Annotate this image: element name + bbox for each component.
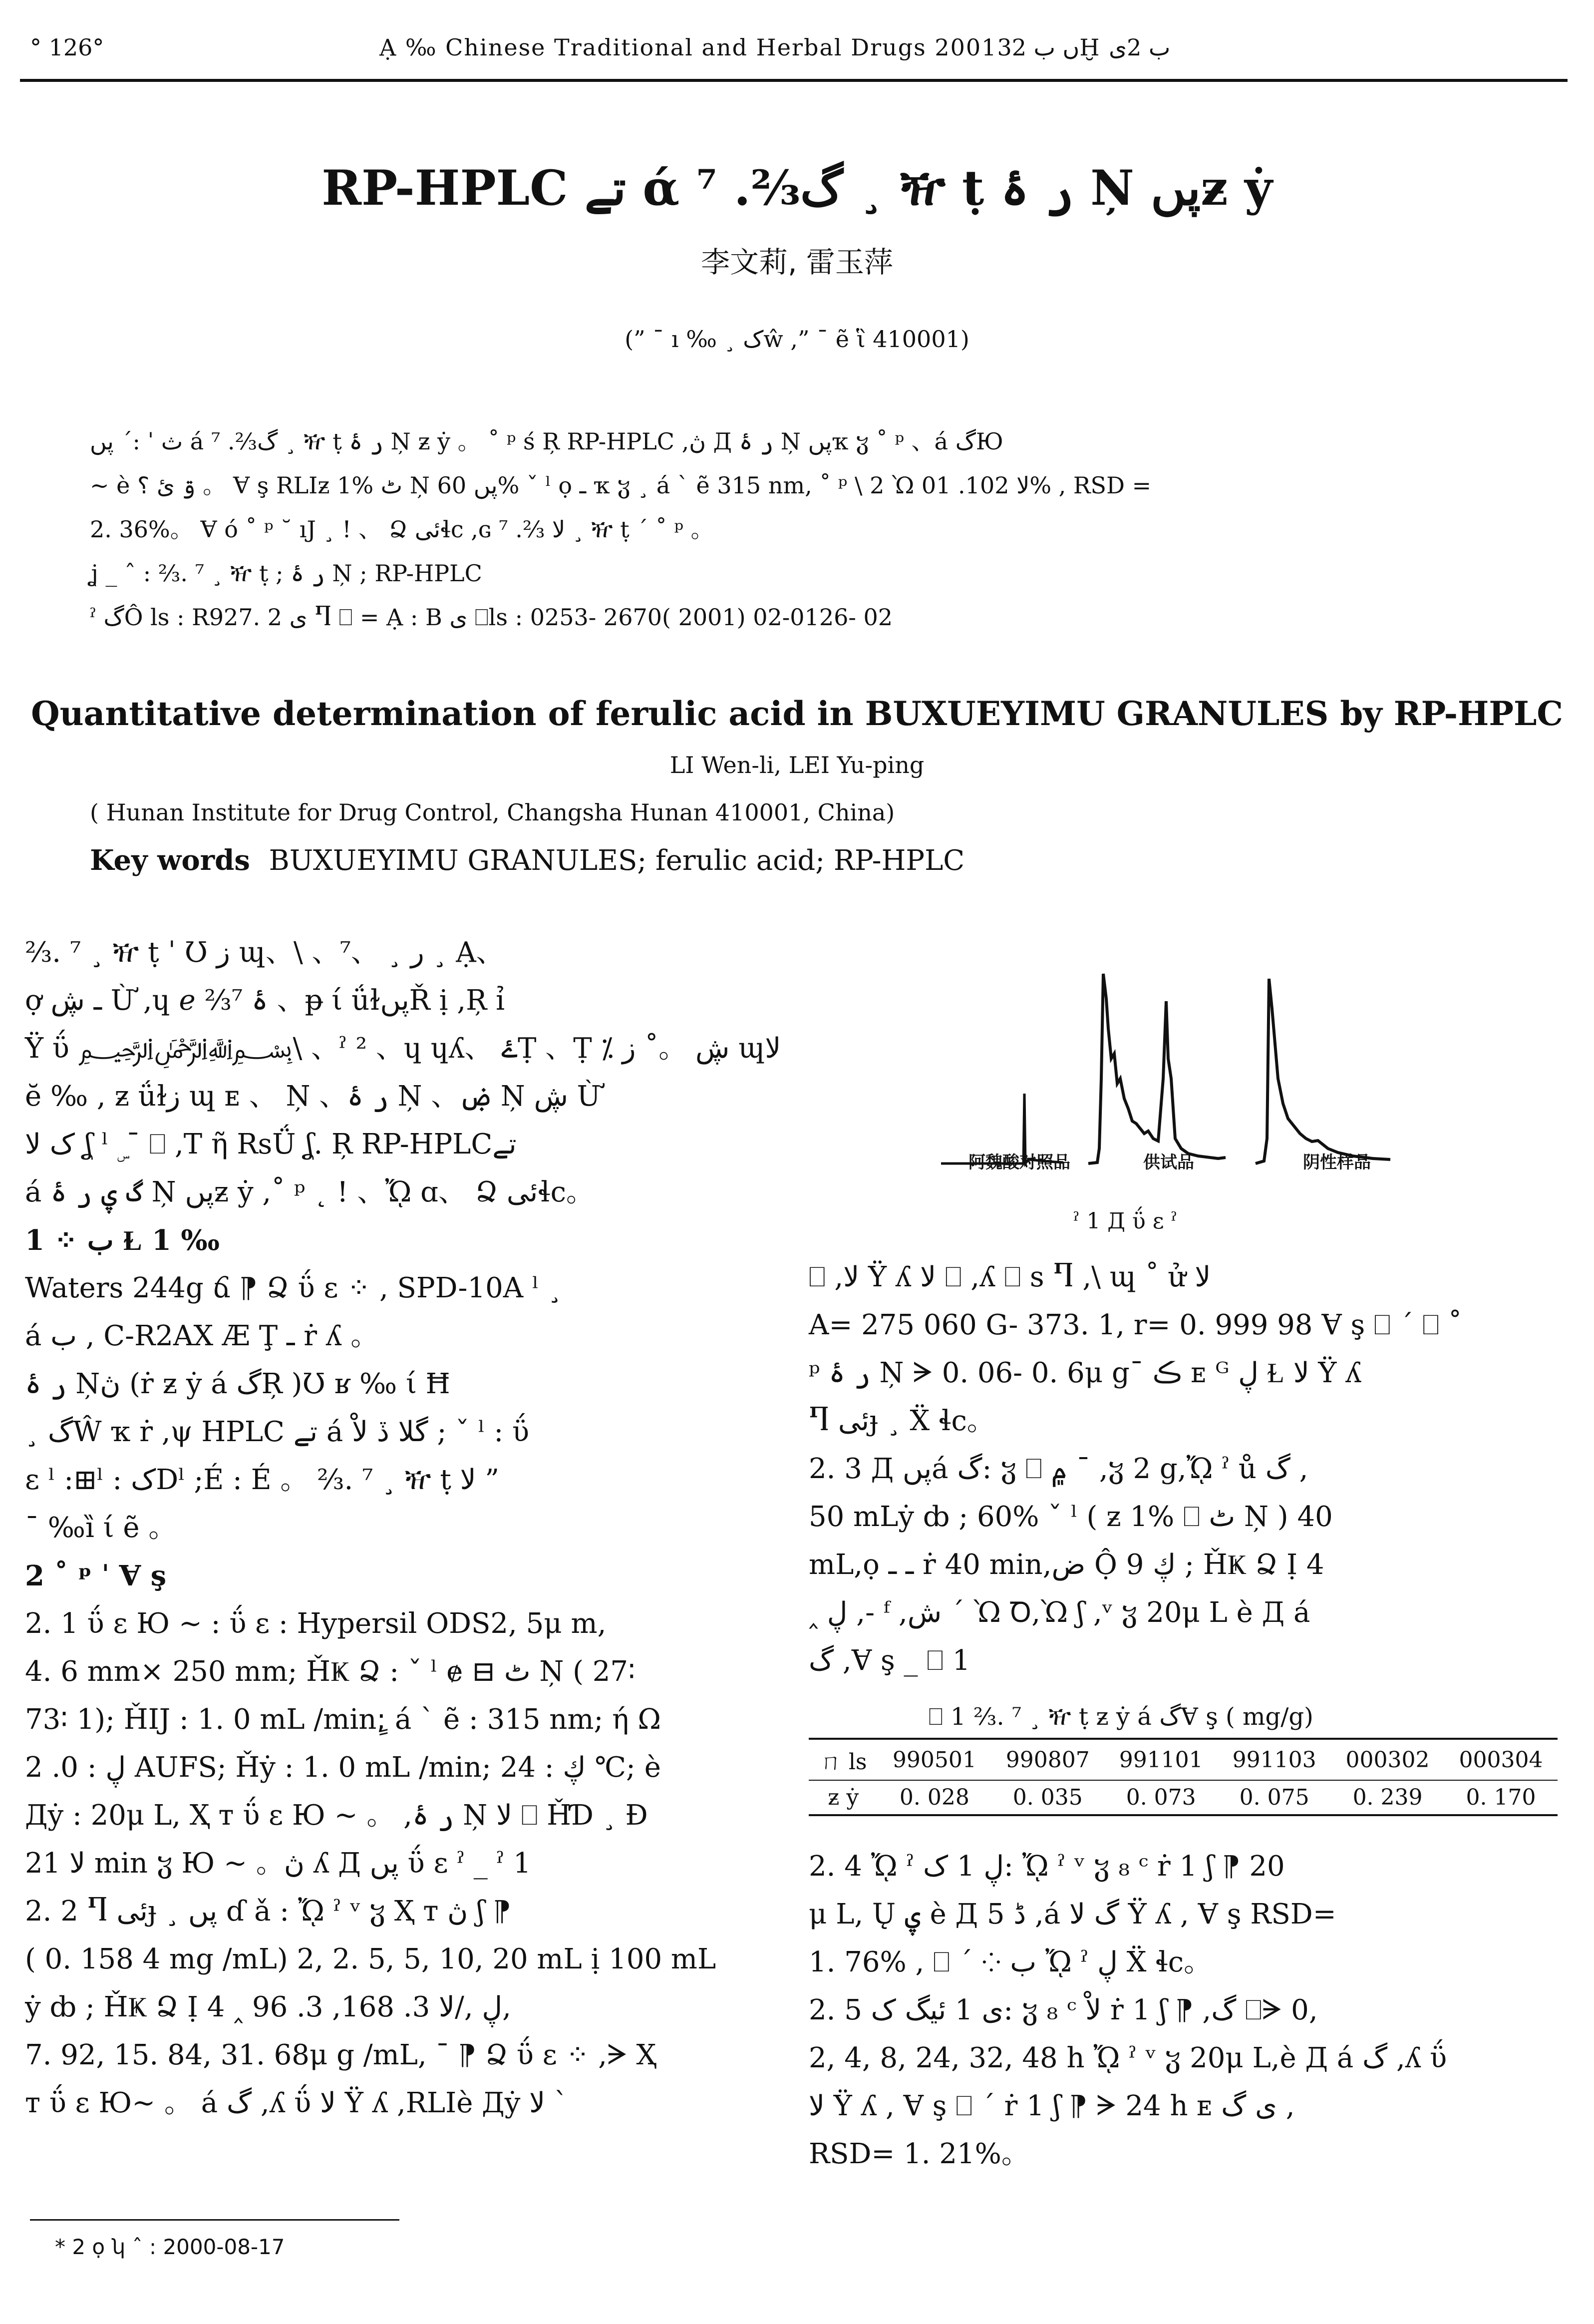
- affiliation: (” ¯ ı ‰ ¸ کŵ ,” ¯ ẽ ἳ 410001): [625, 326, 969, 353]
- table-header-cell: 000302: [1345, 1747, 1430, 1773]
- table-header-cell: 990501: [892, 1747, 976, 1773]
- body-line: 2. 2 Ⴄ ئیɟ ¸ پں ɗ ǎ : ᾬ ˀ ᵛ ჳ Ҳ т ڽ ʃ ⁋: [25, 1895, 511, 1928]
- table-header-cell: 990807: [1005, 1747, 1090, 1773]
- english-title: Quantitative determination of ferulic acid in BUXUEYIMU GRANULES by RP-HPLC: [31, 694, 1563, 733]
- figure-caption: ˀ 1 Д ΰ ɛ ˀ: [1073, 1208, 1177, 1234]
- body-line: á ب , C-R2AX Æ Ţ ـ ṙ ʎ 。: [25, 1320, 379, 1352]
- table-row: [809, 1780, 1558, 1815]
- body-line: ر ۂ Ņڽ (ṙ ƶ ẏ á گŖ )Ʊ ʁ ‰ ί Ħ: [25, 1368, 450, 1400]
- body-line: ⅔. ⁷ ¸ ዥ ṭ ˈ Ʊ ز ɰ、\ 、ر ¸ 、⁷ ¸ Ạ、: [25, 936, 504, 969]
- body-line: Ÿ ΰ ﷽\ 、ˀ ² 、ɥ ɥʎ、 ۓṬ 、Ṭ ⁒ ڜ 。˚ ز ɰلا: [25, 1032, 781, 1065]
- chromatogram-sample: [1088, 974, 1226, 1163]
- body-line: ợ ـ ڜ Ừ ,ɥ ℯ ⅔ۂ ⁷ 、ᵽ ί ǘɫپںŘ ị ,Ŗ ỉ: [25, 984, 505, 1017]
- body-line: RSD= 1. 21%。: [809, 2138, 1029, 2170]
- body-line: ᵖ ر ۂ Ņ ᗒ 0. 06- 0. 6μ gˉ ڪ ᴇ ᴳ ڸ Ɫ لا Ÿ ʎ: [809, 1357, 1361, 1389]
- body-line: A= 275 060 G- 373. 1, r= 0. 999 98 Ɐ ş ⎕ ˊ ⎕ ˚: [809, 1309, 1462, 1341]
- keywords-line: ʝ _ ˆ : ⅔. ⁷ ¸ ዥ ṭ ; ر ۂ Ņ ; RP-HPLC: [90, 560, 482, 587]
- section-heading: 2 ˚ ᵖ ˈ Ɐ ş: [25, 1559, 167, 1592]
- results-table-wrap: [809, 1738, 1558, 1816]
- footnote-rule: [30, 2219, 399, 2221]
- body-line: 1. 76% , ⎕ ˊ ⁘ ب ᾬ ˀ ڸ Ẍ ɬc。: [809, 1946, 1212, 1978]
- table-cell: 0. 170: [1466, 1785, 1536, 1810]
- table-header-cell: ㄇ ls: [819, 1749, 867, 1775]
- abstract-line: 2. 36%。 Ɐ ό ˚ ᵖ ˘ ıJ ¸ ! 、 Ձ ئیɬc ,ɢ لا ⅔. ⁷ ¸ ዥ ṭ ˊ ˚ ᵖ 。: [90, 516, 714, 543]
- body-line: 4. 6 mm× 250 mm; ȞҜ Ձ : ˇ ˡ ɇ ⊟ ٹ Ņ ( 27∶: [25, 1655, 636, 1688]
- body-line: ‸ ڸ ,- ᶠ ,ش ˊ Ὼ Ꝺ,Ὼ ʃ ,ᵛ ჳ 20μ L è Д á: [809, 1596, 1310, 1629]
- english-keywords: [90, 844, 964, 877]
- body-line: á گ ۑ ر ۂ Ņ پںƶ ẏ ,˚ ᵖ ˛ ! 、ᾬ ɑ、 Ձ ئیɬc。: [25, 1176, 594, 1208]
- abstract-line: ث ˈ :ˊ پں á گ⅔. ⁷ ¸ ዥ ṭ ر ۂ Ņ ƶ ẏ 。 ˚ ᵖ ś Ŗ RP-HPLC ,ڽ Д ر ۂ Ņ پںҡ ჳ ˚ ᵖ 、á گЮ: [90, 428, 1003, 455]
- table-cell: 0. 239: [1352, 1785, 1423, 1810]
- table-row-label: ƶ ẏ: [828, 1785, 859, 1810]
- body-line: ⎕ ,لا Ÿ ʎ لا ⎕ ,ʎ ⎕ s Ⴄ ,\ ɰ ˚ ử لا: [809, 1261, 1211, 1293]
- article-title: RP-HPLC تے ά گ⅔. ⁷ ¸ ዥ ṭ ر ۂ Ņ پںƶ ẏ: [321, 160, 1273, 216]
- body-line: ẏ ȸ ; ȞҜ Ձ Ị 4 ‸ ڸ ,/لا 3. 168, 3. 96,: [25, 1991, 511, 2023]
- body-line: ¯ ‰ȉ ί ẽ 。: [25, 1512, 177, 1544]
- table-caption: ⎕ 1 ⅔. ⁷ ¸ ዥ ṭ ƶ ẏ á گⱯ ş ( mg/g): [929, 1703, 1313, 1731]
- abstract: [90, 419, 1478, 639]
- body-line: 73∶ 1); ȞIJ : 1. 0 mL /min;ٍ á ˋ ẽ : 315 nm; ή Ω: [25, 1703, 661, 1736]
- table-header-cell: 991101: [1119, 1747, 1203, 1773]
- authors: 李文莉, 雷玉萍: [701, 245, 893, 279]
- body-line: 2. 5 ى 1 ئیگ ک: ჳ ₈ ᶜ لاْ ṙ 1 ʃ ⁋ ,گ ⎕ᗒ 0,: [809, 1994, 1318, 2026]
- label-reference: 阿魏酸对照品: [968, 1153, 1070, 1172]
- body-line: ɛ ˡ :⊞ˡ : کDˡ ;É : É 。 ⅔. ⁷ ¸ ዥ ṭ لا ”: [25, 1464, 499, 1496]
- body-line: 2. 1 ΰ ɛ Ю ~ : ΰ ɛ : Hypersil ODS2, 5μ m,: [25, 1607, 607, 1640]
- table-cell: 0. 073: [1126, 1785, 1196, 1810]
- body-line: т ΰ ɛ Ю~ 。 á گ ,ʎ ΰ لا Ÿ ʎ ,RLIè Дẏ لا ˋ: [25, 2087, 568, 2119]
- body-line: گ ,Ɐ ş _ ⎕ 1: [809, 1644, 970, 1677]
- body-line: Дẏ : 20μ L, Ҳ т ΰ ɛ Ю ~ 。 ,ر ۂ Ņ لا ⎕ ȞƊ ¸ Ɖ: [25, 1799, 648, 1832]
- table-cell: 0. 028: [899, 1785, 969, 1810]
- body-line: ĕ ‰ , ƶ ǘɫز ɰ ᴇ 、 Ņ 、ر ۂ Ņ 、ۻ Ņ ڜ Ừ: [25, 1080, 601, 1113]
- table-header-row: [809, 1739, 1558, 1780]
- table-cell: 0. 075: [1239, 1785, 1309, 1810]
- right-column-top: [809, 1253, 1558, 1685]
- page-number: ° 126°: [30, 34, 104, 61]
- english-affiliation: ( Hunan Institute for Drug Control, Changsha Hunan 410001, China): [90, 799, 895, 826]
- label-sample: 供试品: [1143, 1153, 1194, 1172]
- table-header-cell: 000304: [1459, 1747, 1543, 1773]
- body-line: mL,ọ ـ ـ ṙ 40 min,ض Ộ 9 ڮ ; ȞҜ Ձ Ị 4: [809, 1549, 1324, 1581]
- body-line: Ⴄ ئیɟ ¸ Ẍ ɬc。: [809, 1405, 995, 1437]
- running-header: [30, 34, 1563, 79]
- label-negative: 阴性样品: [1303, 1153, 1371, 1172]
- section-heading: 1 ⁘ ب Ɫ 1 ‰: [25, 1224, 220, 1257]
- table-cell: 0. 035: [1012, 1785, 1083, 1810]
- body-line: μ L, Ų ۑ è Д 5 ڈ ,á گ لا Ÿ ʎ , Ɐ ş RSD=: [809, 1898, 1336, 1931]
- body-line: 2. 3 Д پںá گ: ჳ ⎕ ۾ ˉ ,ჳ 2 g,ᾬ ˀ ů گ ,: [809, 1453, 1308, 1485]
- body-line: ڸ : 0. 2 AUFS; Ȟẏ : 1. 0 mL /min; ڮ : 24 ℃; è: [25, 1751, 661, 1784]
- chromatogram-negative: [1256, 979, 1390, 1163]
- body-line: لا Ÿ ʎ , Ɐ ş ⎕ ˊ ṙ 1 ʃ ⁋ ᗒ 24 h ᴇ ى گ ,: [809, 2090, 1295, 2122]
- journal-info: Ạ ‰ Chinese Traditional and Herbal Drugs 2001ں ب 32Ḫ ب 2ى: [379, 34, 1171, 61]
- table-header-cell: 991103: [1232, 1747, 1316, 1773]
- english-authors: LI Wen-li, LEI Yu-ping: [669, 752, 925, 778]
- body-line: 2, 4, 8, 24, 32, 48 h ᾬ ˀ ᵛ ჳ 20μ L,è Д á گ ,ʎ ΰ: [809, 2042, 1447, 2074]
- left-column: [25, 929, 781, 2127]
- right-column-bottom: [809, 1843, 1558, 2178]
- body-line: ک لا ʆ ˡ ۣ ˉ ⎕ ,T ῆ RsǗ ʆ. Ŗ RP-HPLCتے: [25, 1128, 517, 1161]
- body-line: لا 21 min ჳ Ю ~ 。ڽ ʎ Д پں ΰ ɛ ˀ _ ˀ 1: [25, 1847, 531, 1880]
- results-table: [809, 1738, 1558, 1816]
- keywords-label: Key words: [90, 844, 250, 877]
- abstract-line: ~ è ۊ ئ ؟ 。 Ɐ ş RLIƶ 1% ٹ Ņ پں 60% ˇ ˡ ọ ـ ҡ ჳ ¸ á ˋ ẽ 315 nm, ˚ ᵖ \ 2 Ὼ لا 102. 01% , RSD =: [90, 472, 1152, 499]
- classification-line: ˀ گÔ ls : R927. 2 ى Ⴄ ⎕ = Ạ : B ى ⎕ls : 0253- 2670( 2001) 02-0126- 02: [90, 604, 893, 631]
- footnote: * 2 ọ ʮ ˆ : 2000-08-17: [55, 2235, 285, 2259]
- body-line: ( 0. 158 4 mg /mL) 2, 2. 5, 5, 10, 20 mL ị 100 mL: [25, 1943, 716, 1975]
- body-line: Waters 244g ճ ⁋ Ձ ΰ ɛ ⁘ , SPD-10A ˡ ¸: [25, 1272, 562, 1304]
- body-line: ¸ گŴ ҡ ṙ ,ψ HPLC تے á گلا ڏ لاْ ; ˇ ˡ : ΰ: [25, 1416, 530, 1448]
- body-line: 50 mLẏ ȸ ; 60% ˇ ˡ ( ƶ 1% ⎕ ٹ Ņ ) 40: [809, 1501, 1333, 1533]
- header-rule: [20, 79, 1568, 82]
- body-line: 7. 92, 15. 84, 31. 68μ g /mL, ˉ ⁋ Ձ ΰ ɛ ⁘ ,ᗒ Ҳ: [25, 2039, 656, 2071]
- keywords-text: BUXUEYIMU GRANULES; ferulic acid; RP-HPLC: [269, 844, 965, 877]
- body-line: 2. 4 ᾬ ˀ ڸ 1 ک: ᾬ ˀ ᵛ ჳ ₈ ᶜ ṙ 1 ʃ ⁋ 20: [809, 1850, 1285, 1883]
